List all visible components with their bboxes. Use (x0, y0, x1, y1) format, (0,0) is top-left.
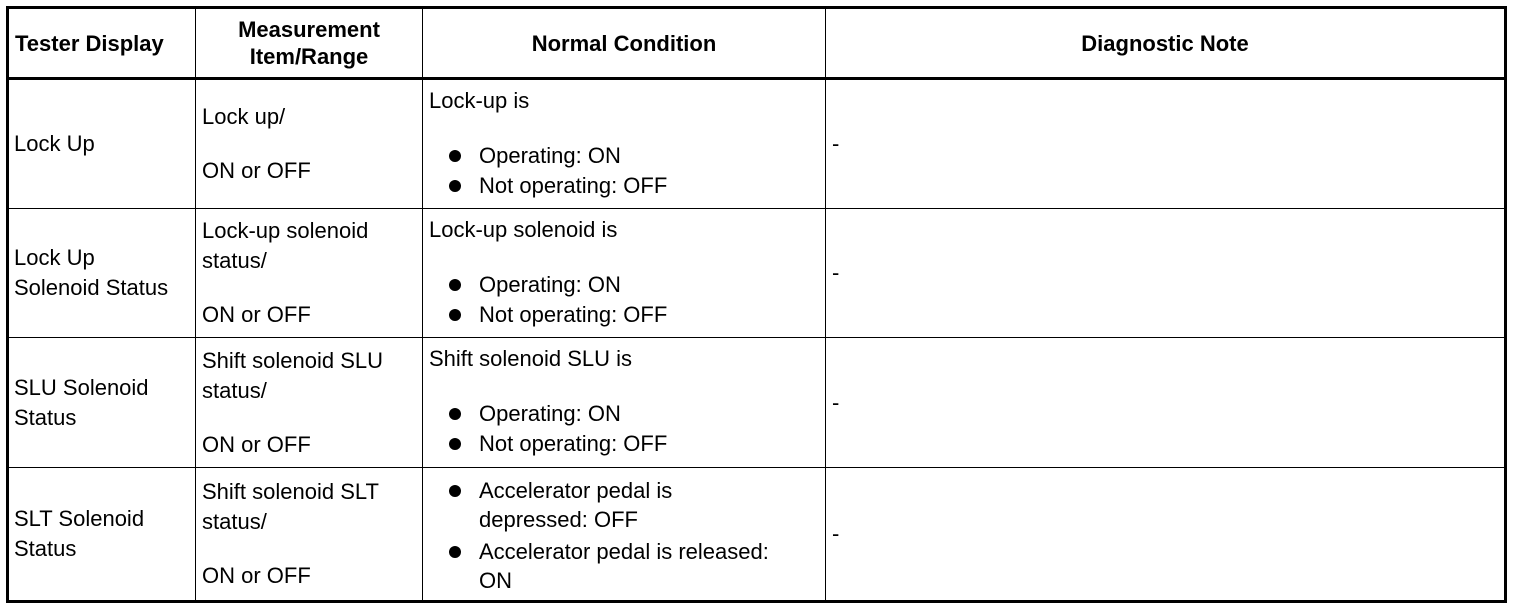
measurement-item-text: Shift solenoid SLU (202, 347, 383, 373)
measurement-item-text: Shift solenoid SLT (202, 478, 379, 504)
diagnostic-note-cell: - (826, 79, 1506, 209)
condition-list-item: Not operating: OFF (429, 429, 825, 459)
condition-line: Accelerator pedal is released: (479, 538, 769, 564)
condition-list-item (429, 537, 825, 595)
tester-display-cell (8, 467, 196, 601)
diagnostic-note-cell: - (826, 338, 1506, 467)
header-tester-display: Tester Display (8, 8, 196, 79)
measurement-cell (196, 467, 423, 601)
condition-list-item: Operating: ON (429, 399, 825, 429)
measurement-item-text: Lock up/ (202, 104, 286, 130)
measurement-cell (196, 338, 423, 467)
tester-display-text: SLU Solenoid (14, 374, 149, 400)
measurement-range-text: ON or OFF (202, 562, 311, 588)
normal-condition-cell (423, 79, 826, 209)
measurement-cell (196, 209, 423, 338)
header-measurement-item-range (196, 8, 423, 79)
diagnostic-note-cell: - (826, 209, 1506, 338)
condition-list (429, 141, 825, 201)
normal-condition-cell (423, 338, 826, 467)
measurement-range-text: ON or OFF (202, 431, 311, 457)
tester-display-text: Lock Up (14, 131, 95, 157)
condition-intro-text: Shift solenoid SLU is (429, 346, 632, 372)
condition-intro-text: Lock-up solenoid is (429, 217, 618, 243)
diagnostic-note-cell: - (826, 467, 1506, 601)
measurement-item-text: status/ (202, 508, 267, 534)
header-measurement-text: Measurement Item/Range (238, 17, 380, 69)
condition-list (429, 270, 825, 330)
tester-display-text: SLT Solenoid (14, 505, 145, 531)
table-row (8, 79, 1506, 209)
condition-list (429, 399, 825, 459)
tester-display-text: Status (14, 535, 77, 561)
normal-condition-cell (423, 467, 826, 601)
condition-list-item: Not operating: OFF (429, 171, 825, 201)
measurement-cell (196, 79, 423, 209)
condition-line: depressed: OFF (479, 506, 638, 532)
condition-list-item: Operating: ON (429, 270, 825, 300)
measurement-item-text: Lock-up solenoid (202, 218, 369, 244)
table-row (8, 338, 1506, 467)
data-list-table (6, 6, 1507, 603)
tester-display-text: Lock Up (14, 245, 95, 271)
tester-display-text: Solenoid Status (14, 275, 169, 301)
header-diagnostic-note: Diagnostic Note (826, 8, 1506, 79)
measurement-range-text: ON or OFF (202, 158, 311, 184)
tester-display-text: Status (14, 404, 77, 430)
measurement-range-text: ON or OFF (202, 302, 311, 328)
tester-display-cell (8, 209, 196, 338)
table-header-row (8, 8, 1506, 79)
condition-list (429, 476, 825, 595)
table-row (8, 467, 1506, 601)
tester-display-cell (8, 79, 196, 209)
condition-intro-text: Lock-up is (429, 88, 530, 113)
normal-condition-cell (423, 209, 826, 338)
measurement-item-text: status/ (202, 248, 267, 274)
condition-list-item: Not operating: OFF (429, 300, 825, 330)
table-row (8, 209, 1506, 338)
header-normal-condition: Normal Condition (423, 8, 826, 79)
measurement-item-text: status/ (202, 377, 267, 403)
condition-list-item: Operating: ON (429, 141, 825, 171)
condition-list-item (429, 476, 825, 534)
condition-line: Accelerator pedal is (479, 477, 673, 503)
tester-display-cell (8, 338, 196, 467)
condition-line: ON (479, 567, 512, 593)
